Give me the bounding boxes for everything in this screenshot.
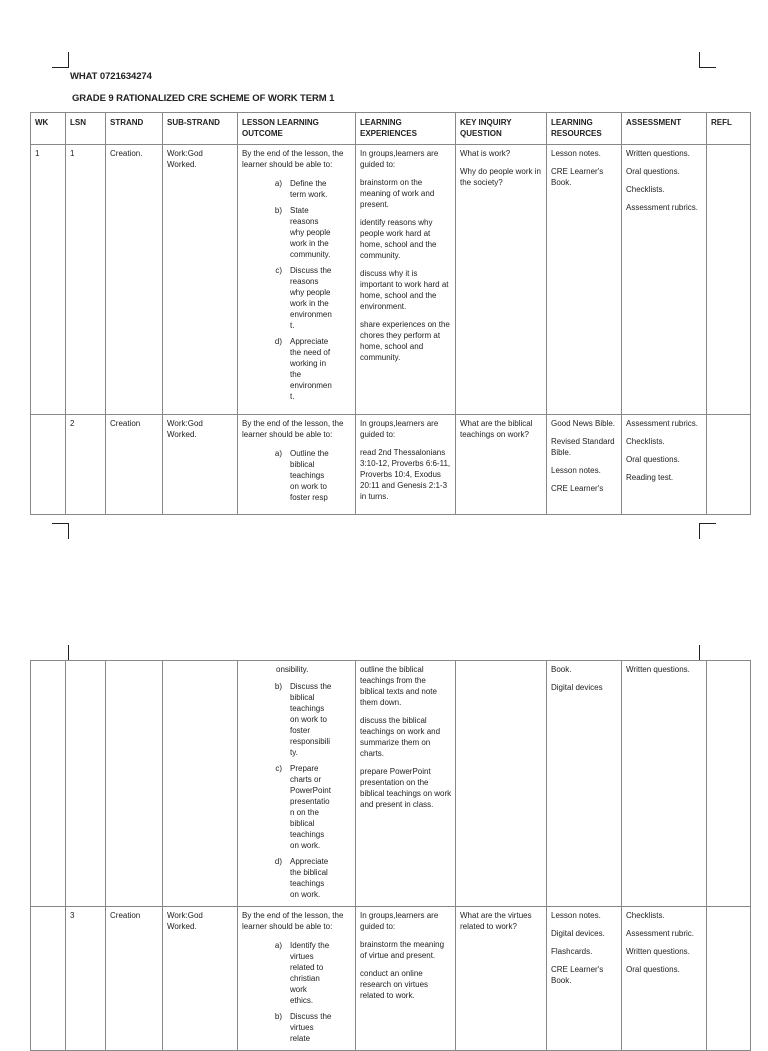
sub-strand-cell: Work:God Worked. xyxy=(163,907,238,1051)
resource-item: Lesson notes. xyxy=(551,466,601,475)
week-cell: 1 xyxy=(31,145,66,415)
outcome-marker: a) xyxy=(274,449,282,458)
experience-text: In groups,learners are guided to: xyxy=(360,419,439,439)
outcome-marker: c) xyxy=(275,266,282,275)
sub-strand-cell xyxy=(163,661,238,907)
assessment-item: Assessment rubric. xyxy=(626,929,695,938)
outcome-text: Appreciate the biblical teachings on work. xyxy=(290,857,329,899)
strand-cell xyxy=(106,661,163,907)
reflection-cell xyxy=(707,415,751,515)
assessment-item: Oral questions. xyxy=(626,455,680,464)
outcome-intro: By the end of the lesson, the learner should be able to: xyxy=(242,149,344,169)
outcome-item xyxy=(268,265,352,331)
learning-experiences-cell xyxy=(356,661,456,907)
crop-mark xyxy=(52,523,69,524)
assessment-item: Assessment rubrics. xyxy=(626,419,699,428)
assessment-item: Checklists. xyxy=(626,911,665,920)
outcome-marker: b) xyxy=(274,1012,282,1021)
col-header: LESSON LEARNING OUTCOME xyxy=(238,113,356,145)
resource-item: Book. xyxy=(551,665,572,674)
learning-experiences-cell xyxy=(356,415,456,515)
col-header: KEY INQUIRY QUESTION xyxy=(456,113,547,145)
reflection-cell xyxy=(707,661,751,907)
col-header: SUB-STRAND xyxy=(163,113,238,145)
phone-line: WHAT 0721634274 xyxy=(70,71,152,82)
resource-item: Lesson notes. xyxy=(551,911,601,920)
outcome-text: Appreciate the need of working in the environment. xyxy=(290,337,332,401)
outcome-marker: b) xyxy=(274,682,282,691)
outcome-intro: By the end of the lesson, the learner should be able to: xyxy=(242,419,344,439)
learning-outcome-cell xyxy=(238,661,356,907)
learning-experiences-cell xyxy=(356,907,456,1051)
crop-mark xyxy=(699,523,700,539)
crop-mark xyxy=(699,67,716,68)
week-cell xyxy=(31,661,66,907)
outcome-marker: a) xyxy=(274,941,282,950)
lesson-cell: 1 xyxy=(66,145,106,415)
experience-text: identify reasons why people work hard at home, school and the community. xyxy=(360,218,437,260)
resource-item: CRE Learner's Book. xyxy=(551,965,604,985)
outcome-marker: d) xyxy=(274,857,282,866)
learning-outcome-cell xyxy=(238,145,356,415)
outcome-item xyxy=(268,205,352,260)
col-header: REFL xyxy=(707,113,751,145)
document-title: GRADE 9 RATIONALIZED CRE SCHEME OF WORK TERM 1 xyxy=(72,93,335,104)
experience-text: In groups,learners are guided to: xyxy=(360,149,439,169)
reflection-cell xyxy=(707,145,751,415)
assessment-cell xyxy=(622,661,707,907)
table-row xyxy=(31,907,751,1051)
assessment-item: Oral questions. xyxy=(626,965,680,974)
sub-strand-cell: Work:God Worked. xyxy=(163,145,238,415)
assessment-item: Written questions. xyxy=(626,665,690,674)
inquiry-question: Why do people work in the society? xyxy=(460,167,541,187)
table-header-row xyxy=(31,113,751,145)
resource-item: Digital devices. xyxy=(551,929,605,938)
learning-resources-cell xyxy=(547,907,622,1051)
learning-outcome-cell xyxy=(238,415,356,515)
outcome-item xyxy=(268,856,352,900)
col-header: STRAND xyxy=(106,113,163,145)
outcome-item xyxy=(268,1011,352,1044)
resource-item: CRE Learner's xyxy=(551,484,604,493)
assessment-item: Written questions. xyxy=(626,947,690,956)
week-cell xyxy=(31,415,66,515)
outcome-item xyxy=(268,940,352,1006)
inquiry-question: What are the biblical teachings on work? xyxy=(460,419,533,439)
crop-mark xyxy=(68,645,69,661)
outcome-item xyxy=(268,178,352,200)
outcome-continued: onsibility. xyxy=(276,665,309,674)
outcome-text: Discuss the biblical teachings on work to foster responsibility. xyxy=(290,682,332,757)
assessment-cell xyxy=(622,907,707,1051)
crop-mark xyxy=(52,67,69,68)
assessment-item: Checklists. xyxy=(626,185,665,194)
outcome-item xyxy=(268,681,352,758)
learning-outcome-cell xyxy=(238,907,356,1051)
experience-text: discuss the biblical teachings on work and summarize them on charts. xyxy=(360,716,441,758)
outcome-intro: By the end of the lesson, the learner should be able to: xyxy=(242,911,344,931)
outcome-marker: c) xyxy=(275,764,282,773)
col-header: LSN xyxy=(66,113,106,145)
col-header: LEARNING RESOURCES xyxy=(547,113,622,145)
inquiry-question: What are the virtues related to work? xyxy=(460,911,532,931)
key-inquiry-cell xyxy=(456,415,547,515)
lesson-cell: 3 xyxy=(66,907,106,1051)
outcome-text: Define the term work. xyxy=(290,179,328,199)
assessment-item: Assessment rubrics. xyxy=(626,203,699,212)
experience-text: read 2nd Thessalonians 3:10-12, Proverbs 6:6-11, Proverbs 10:4, Exodus 20:11 and Genesis 2:1-3 in turns. xyxy=(360,448,451,501)
crop-mark xyxy=(68,52,69,68)
assessment-item: Checklists. xyxy=(626,437,665,446)
key-inquiry-cell xyxy=(456,145,547,415)
lesson-cell xyxy=(66,661,106,907)
assessment-item: Reading test. xyxy=(626,473,674,482)
crop-mark xyxy=(699,645,700,661)
assessment-item: Written questions. xyxy=(626,149,690,158)
learning-resources-cell xyxy=(547,661,622,907)
outcome-item xyxy=(268,763,352,851)
strand-cell: Creation xyxy=(106,907,163,1051)
outcome-item xyxy=(268,448,352,503)
experience-text: share experiences on the chores they perform at home, school and community. xyxy=(360,320,450,362)
outcome-text: Outline the biblical teachings on work to foster resp xyxy=(290,449,329,502)
reflection-cell xyxy=(707,907,751,1051)
experience-text: brainstorm the meaning of virtue and present. xyxy=(360,940,445,960)
resource-item: Revised Standard Bible. xyxy=(551,437,615,457)
scheme-table-page-2 xyxy=(30,660,751,1051)
outcome-marker: b) xyxy=(274,206,282,215)
outcome-marker: d) xyxy=(274,337,282,346)
crop-mark xyxy=(699,523,716,524)
experience-text: In groups,learners are guided to: xyxy=(360,911,439,931)
strand-cell: Creation. xyxy=(106,145,163,415)
assessment-cell xyxy=(622,145,707,415)
experience-text: brainstorm on the meaning of work and present. xyxy=(360,178,435,209)
outcome-text: Discuss the virtues relate xyxy=(290,1012,332,1043)
assessment-cell xyxy=(622,415,707,515)
lesson-cell: 2 xyxy=(66,415,106,515)
resource-item: CRE Learner's Book. xyxy=(551,167,604,187)
resource-item: Lesson notes. xyxy=(551,149,601,158)
outcome-marker: a) xyxy=(274,179,282,188)
resource-item: Digital devices xyxy=(551,683,603,692)
col-header: ASSESSMENT xyxy=(622,113,707,145)
key-inquiry-cell xyxy=(456,907,547,1051)
key-inquiry-cell xyxy=(456,661,547,907)
col-header: LEARNING EXPERIENCES xyxy=(356,113,456,145)
table-row xyxy=(31,415,751,515)
learning-experiences-cell xyxy=(356,145,456,415)
assessment-item: Oral questions. xyxy=(626,167,680,176)
scheme-table-page-1 xyxy=(30,112,751,515)
week-cell xyxy=(31,907,66,1051)
crop-mark xyxy=(699,52,700,68)
experience-text: outline the biblical teachings from the biblical texts and note them down. xyxy=(360,665,437,707)
outcome-text: Identify the virtues related to christian work ethics. xyxy=(290,941,330,1005)
learning-resources-cell xyxy=(547,415,622,515)
outcome-text: State reasons why people work in the community. xyxy=(290,206,331,259)
sub-strand-cell: Work:God Worked. xyxy=(163,415,238,515)
learning-resources-cell xyxy=(547,145,622,415)
strand-cell: Creation xyxy=(106,415,163,515)
experience-text: conduct an online research on virtues related to work. xyxy=(360,969,429,1000)
outcome-text: Prepare charts or PowerPoint presentation on the biblical teachings on work. xyxy=(290,764,331,850)
inquiry-question: What is work? xyxy=(460,149,511,158)
resource-item: Flashcards. xyxy=(551,947,593,956)
table-row xyxy=(31,145,751,415)
col-header: WK xyxy=(31,113,66,145)
outcome-item xyxy=(268,336,352,402)
outcome-text: Discuss the reasons why people work in the environment. xyxy=(290,266,332,330)
experience-text: prepare PowerPoint presentation on the biblical teachings on work and present in class. xyxy=(360,767,452,809)
table-row xyxy=(31,661,751,907)
experience-text: discuss why it is important to work hard at home, school and the environment. xyxy=(360,269,449,311)
resource-item: Good News Bible. xyxy=(551,419,616,428)
crop-mark xyxy=(68,523,69,539)
